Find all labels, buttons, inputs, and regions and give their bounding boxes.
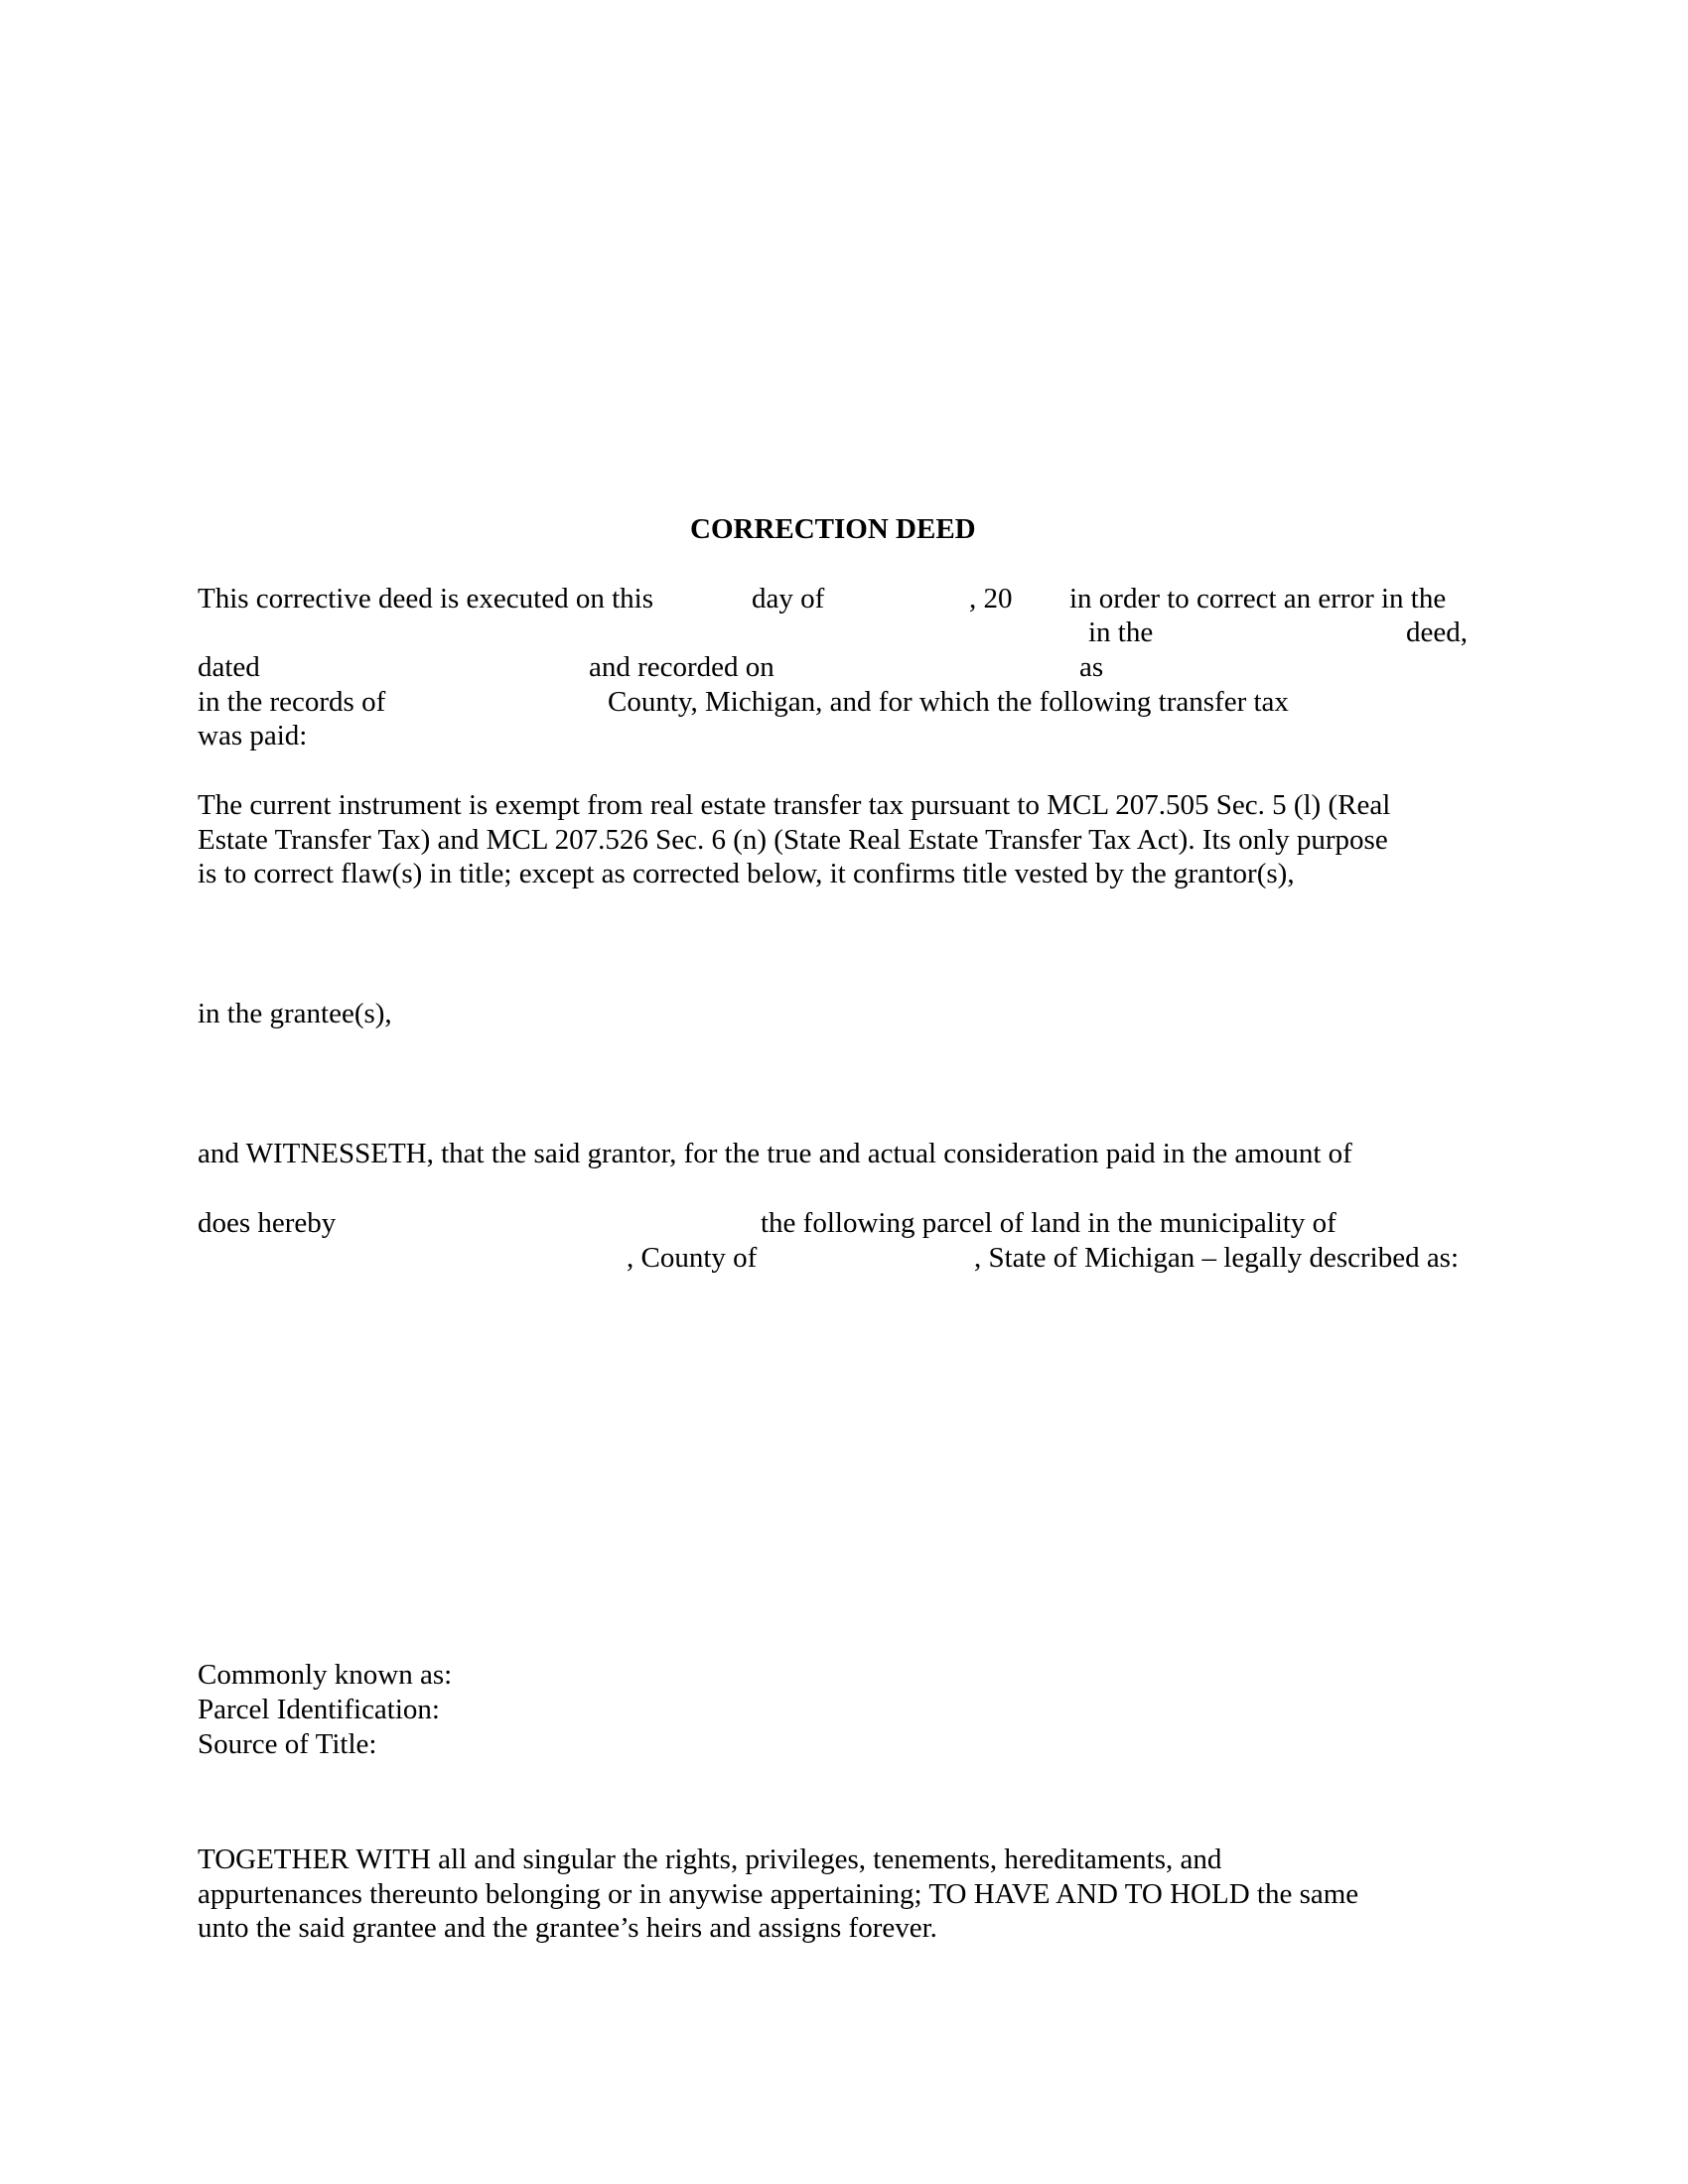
exempt-line: The current instrument is exempt from real estate transfer tax pursuant to MCL 207.505 Sec. 5 (l) (Real xyxy=(198,789,1391,821)
intro-dated: dated xyxy=(198,651,260,683)
source-of-title-label: Source of Title: xyxy=(198,1728,377,1760)
conveyance-state-of-michigan: , State of Michigan – legally described as: xyxy=(974,1242,1460,1274)
intro-records-of: in the records of xyxy=(198,686,386,718)
intro-correct-error: in order to correct an error in the xyxy=(1069,583,1447,614)
intro-in-the: in the xyxy=(1088,616,1154,648)
together-paragraph xyxy=(198,1843,1488,1946)
grantee-line: in the grantee(s), xyxy=(198,998,392,1029)
intro-day-of: day of xyxy=(752,583,825,614)
together-line: appurtenances thereunto belonging or in anywise appertaining; TO HAVE AND TO HOLD the same xyxy=(198,1877,1359,1910)
conveyance-county-of: , County of xyxy=(627,1242,758,1274)
intro-as: as xyxy=(1079,651,1104,683)
exempt-paragraph xyxy=(198,788,1488,891)
witnesseth-line: and WITNESSETH, that the said grantor, for the true and actual consideration paid in the amount of xyxy=(198,1138,1352,1169)
conveyance-does-hereby: does hereby xyxy=(198,1207,337,1239)
document-title: CORRECTION DEED xyxy=(690,513,976,545)
intro-year-prefix: , 20 xyxy=(969,583,1013,614)
intro-recorded-on: and recorded on xyxy=(589,651,774,683)
intro-was-paid: was paid: xyxy=(198,720,308,751)
together-line: unto the said grantee and the grantee’s heirs and assigns forever. xyxy=(198,1912,937,1944)
commonly-known-label: Commonly known as: xyxy=(198,1659,453,1691)
together-line: TOGETHER WITH all and singular the rights, privileges, tenements, hereditaments, and xyxy=(198,1843,1222,1875)
parcel-identification-label: Parcel Identification: xyxy=(198,1694,440,1725)
exempt-line: Estate Transfer Tax) and MCL 207.526 Sec. 6 (n) (State Real Estate Transfer Tax Act). Its only purpose xyxy=(198,823,1388,856)
exempt-line: is to correct flaw(s) in title; except as corrected below, it confirms title vested by the grantor(s), xyxy=(198,858,1295,889)
conveyance-following-parcel: the following parcel of land in the municipality of xyxy=(761,1207,1336,1239)
intro-deed: deed, xyxy=(1406,616,1468,648)
intro-executed-on: This corrective deed is executed on this xyxy=(198,583,654,614)
intro-county-michigan: County, Michigan, and for which the following transfer tax xyxy=(608,686,1289,718)
